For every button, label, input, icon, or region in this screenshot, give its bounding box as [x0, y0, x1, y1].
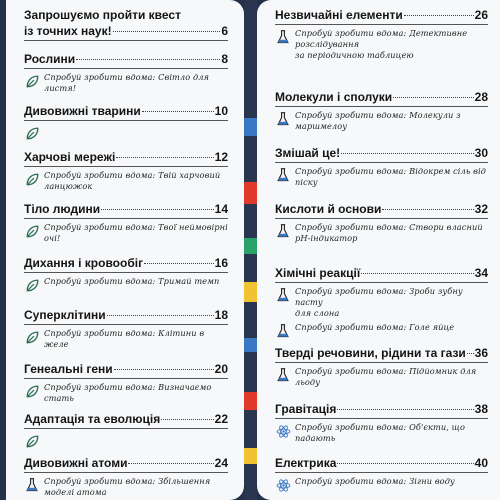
flask-icon	[275, 28, 291, 46]
home-task	[275, 166, 488, 188]
topic-title: Молекули і сполуки	[275, 90, 393, 104]
topic-title: Тіло людини	[24, 202, 101, 216]
right-page	[257, 0, 500, 500]
divider	[24, 378, 228, 379]
task-label: Спробуй зробити вдома:	[44, 72, 156, 82]
dot-leader	[116, 157, 213, 158]
task-label: Спробуй зробити вдома:	[295, 222, 407, 232]
page-number: 24	[214, 456, 228, 470]
atom-icon	[275, 422, 291, 440]
spine-stripe	[244, 338, 257, 352]
topic-title: Дивовижні тварини	[24, 104, 141, 118]
dot-leader	[467, 353, 474, 354]
dot-leader	[404, 15, 474, 16]
toc-entry[interactable]	[257, 90, 500, 132]
task-label: Спробуй зробити вдома:	[295, 366, 407, 376]
task-label: Спробуй зробити вдома:	[295, 322, 407, 332]
task-text: Відокрем сіль від піску	[295, 166, 486, 187]
home-task	[275, 222, 488, 244]
dot-leader	[393, 97, 473, 98]
toc-entry[interactable]	[257, 8, 500, 61]
toc-entry[interactable]	[6, 256, 244, 294]
topic-title: Кислоти й основи	[275, 202, 382, 216]
task-text: Визначаємо стать	[44, 382, 212, 403]
page-number: 10	[214, 104, 228, 118]
flask-icon	[275, 166, 291, 184]
divider	[24, 218, 228, 219]
home-task	[24, 124, 228, 142]
task-label: Спробуй зробити вдома:	[295, 110, 407, 120]
task-label: Спробуй зробити вдома:	[295, 476, 407, 486]
task-text: Збільшення моделі атома	[44, 476, 211, 497]
dot-leader	[114, 369, 214, 370]
task-text: Зігни воду	[409, 476, 455, 486]
task-label: Спробуй зробити вдома:	[44, 382, 156, 392]
page-number: 8	[221, 52, 228, 66]
task-text: Молекули з маршмелоу	[295, 110, 461, 131]
toc-entry[interactable]	[6, 104, 244, 142]
dot-leader	[107, 315, 214, 316]
task-text: Об'єкти, що падають	[295, 422, 465, 443]
dot-leader	[341, 153, 473, 154]
topic-title: Тверді речовини, рідини та гази	[275, 346, 466, 360]
home-task	[24, 382, 228, 404]
topic-title: Гравітація	[275, 402, 337, 416]
toc-entry-intro[interactable]	[6, 8, 244, 41]
topic-title: Змішай це!	[275, 146, 341, 160]
leaf-icon	[24, 432, 40, 450]
flask-icon	[275, 286, 291, 304]
page-number: 12	[214, 150, 228, 164]
page-number: 20	[214, 362, 228, 376]
home-task	[24, 222, 228, 244]
task-label: Спробуй зробити вдома:	[44, 328, 156, 338]
leaf-icon	[24, 124, 40, 142]
toc-entry[interactable]	[6, 202, 244, 244]
spine-stripe	[244, 282, 257, 302]
task-text: Тримай темп	[158, 276, 220, 286]
divider	[24, 120, 228, 121]
task-text: Підйомник для льоду	[295, 366, 477, 387]
task-text: Світло для листя!	[44, 72, 210, 93]
divider	[275, 162, 488, 163]
home-task	[24, 276, 228, 294]
flask-icon	[275, 222, 291, 240]
toc-entry[interactable]	[257, 266, 500, 340]
home-task	[275, 476, 488, 494]
toc-entry[interactable]	[6, 456, 244, 498]
toc-entry[interactable]	[6, 52, 244, 94]
toc-entry[interactable]	[6, 150, 244, 192]
topic-title: Дивовижні атоми	[24, 456, 128, 470]
task-text-continued: для слона	[295, 308, 340, 318]
dot-leader	[101, 209, 214, 210]
task-text: Клітини в желе	[44, 328, 205, 349]
divider	[275, 282, 488, 283]
left-page	[6, 0, 244, 500]
dot-leader	[76, 59, 220, 60]
divider	[24, 68, 228, 69]
toc-entry[interactable]	[6, 412, 244, 450]
topic-title: Генеальні гени	[24, 362, 113, 376]
task-text: Твої неймовірні очі!	[44, 222, 228, 243]
flask-icon	[275, 366, 291, 384]
divider	[24, 472, 228, 473]
task-label: Спробуй зробити вдома:	[44, 170, 156, 180]
leaf-icon	[24, 170, 40, 188]
topic-title: із точних наук!	[24, 24, 112, 38]
atom-icon	[275, 476, 291, 494]
dot-leader	[337, 463, 473, 464]
spine-stripe	[244, 392, 257, 410]
spine-stripe	[244, 182, 257, 204]
flask-icon	[275, 322, 291, 340]
task-text-continued: за періодичною таблицею	[295, 50, 414, 60]
home-task	[24, 432, 228, 450]
spine-stripe	[244, 448, 257, 464]
task-text: Твій харчовий ланцюжок	[44, 170, 221, 191]
topic-title: Рослини	[24, 52, 76, 66]
page-number: 34	[474, 266, 488, 280]
page-number: 40	[474, 456, 488, 470]
flask-icon	[275, 110, 291, 128]
task-label: Спробуй зробити вдома:	[295, 166, 407, 176]
leaf-icon	[24, 382, 40, 400]
page-number: 18	[214, 308, 228, 322]
dot-leader	[382, 209, 473, 210]
home-task	[275, 28, 488, 61]
page-number: 22	[214, 412, 228, 426]
page-number: 6	[221, 24, 228, 38]
dot-leader	[337, 409, 473, 410]
spine-stripe	[244, 238, 257, 254]
task-label: Спробуй зробити вдома:	[295, 286, 407, 296]
divider	[275, 106, 488, 107]
topic-title: Адаптація та еволюція	[24, 412, 161, 426]
leaf-icon	[24, 328, 40, 346]
dot-leader	[144, 263, 214, 264]
topic-title: Запрошуємо пройти квест	[24, 8, 181, 22]
dot-leader	[142, 111, 214, 112]
leaf-icon	[24, 276, 40, 294]
dot-leader	[361, 273, 473, 274]
page-number: 32	[474, 202, 488, 216]
page-number: 16	[214, 256, 228, 270]
dot-leader	[113, 31, 221, 32]
task-label: Спробуй зробити вдома:	[44, 476, 156, 486]
home-task	[275, 286, 488, 319]
divider	[24, 272, 228, 273]
topic-title: Харчові мережі	[24, 150, 116, 164]
toc-entry[interactable]	[257, 146, 500, 188]
divider	[24, 324, 228, 325]
topic-title: Незвичайні елементи	[275, 8, 403, 22]
task-text-continued: pH-індикатор	[295, 233, 358, 243]
task-text: Голе яйце	[409, 322, 455, 332]
dot-leader	[128, 463, 213, 464]
toc-entry[interactable]	[6, 362, 244, 404]
divider	[24, 428, 228, 429]
page-number: 36	[474, 346, 488, 360]
home-task	[24, 170, 228, 192]
leaf-icon	[24, 72, 40, 90]
divider	[275, 472, 488, 473]
divider	[275, 218, 488, 219]
task-label: Спробуй зробити вдома:	[44, 276, 156, 286]
book-spine	[244, 0, 257, 500]
dot-leader	[161, 419, 213, 420]
spine-stripe	[244, 118, 257, 136]
home-task	[24, 476, 228, 498]
flask-icon	[24, 476, 40, 494]
divider	[24, 40, 228, 41]
toc-entry[interactable]	[257, 402, 500, 444]
toc-entry[interactable]	[257, 202, 500, 244]
divider	[24, 166, 228, 167]
task-text: Детективне розслідування	[295, 28, 468, 49]
topic-title: Суперклітини	[24, 308, 106, 322]
page-number: 38	[474, 402, 488, 416]
page-number: 14	[214, 202, 228, 216]
task-label: Спробуй зробити вдома:	[44, 222, 156, 232]
toc-entry[interactable]	[6, 308, 244, 350]
home-task	[275, 322, 488, 340]
task-label: Спробуй зробити вдома:	[295, 422, 407, 432]
page-number: 26	[474, 8, 488, 22]
toc-entry[interactable]	[257, 346, 500, 388]
task-text: Зроби зубну пасту	[295, 286, 463, 307]
home-task	[275, 366, 488, 388]
topic-title: Хімічні реакції	[275, 266, 361, 280]
home-task	[275, 110, 488, 132]
divider	[275, 362, 488, 363]
home-task	[275, 422, 488, 444]
toc-entry[interactable]	[257, 456, 500, 494]
home-task	[24, 72, 228, 94]
task-text: Створи власний	[409, 222, 483, 232]
topic-title: Дихання і кровообіг	[24, 256, 144, 270]
home-task	[24, 328, 228, 350]
divider	[275, 24, 488, 25]
page-number: 28	[474, 90, 488, 104]
task-label: Спробуй зробити вдома:	[295, 28, 407, 38]
topic-title: Електрика	[275, 456, 337, 470]
divider	[275, 418, 488, 419]
page-number: 30	[474, 146, 488, 160]
leaf-icon	[24, 222, 40, 240]
